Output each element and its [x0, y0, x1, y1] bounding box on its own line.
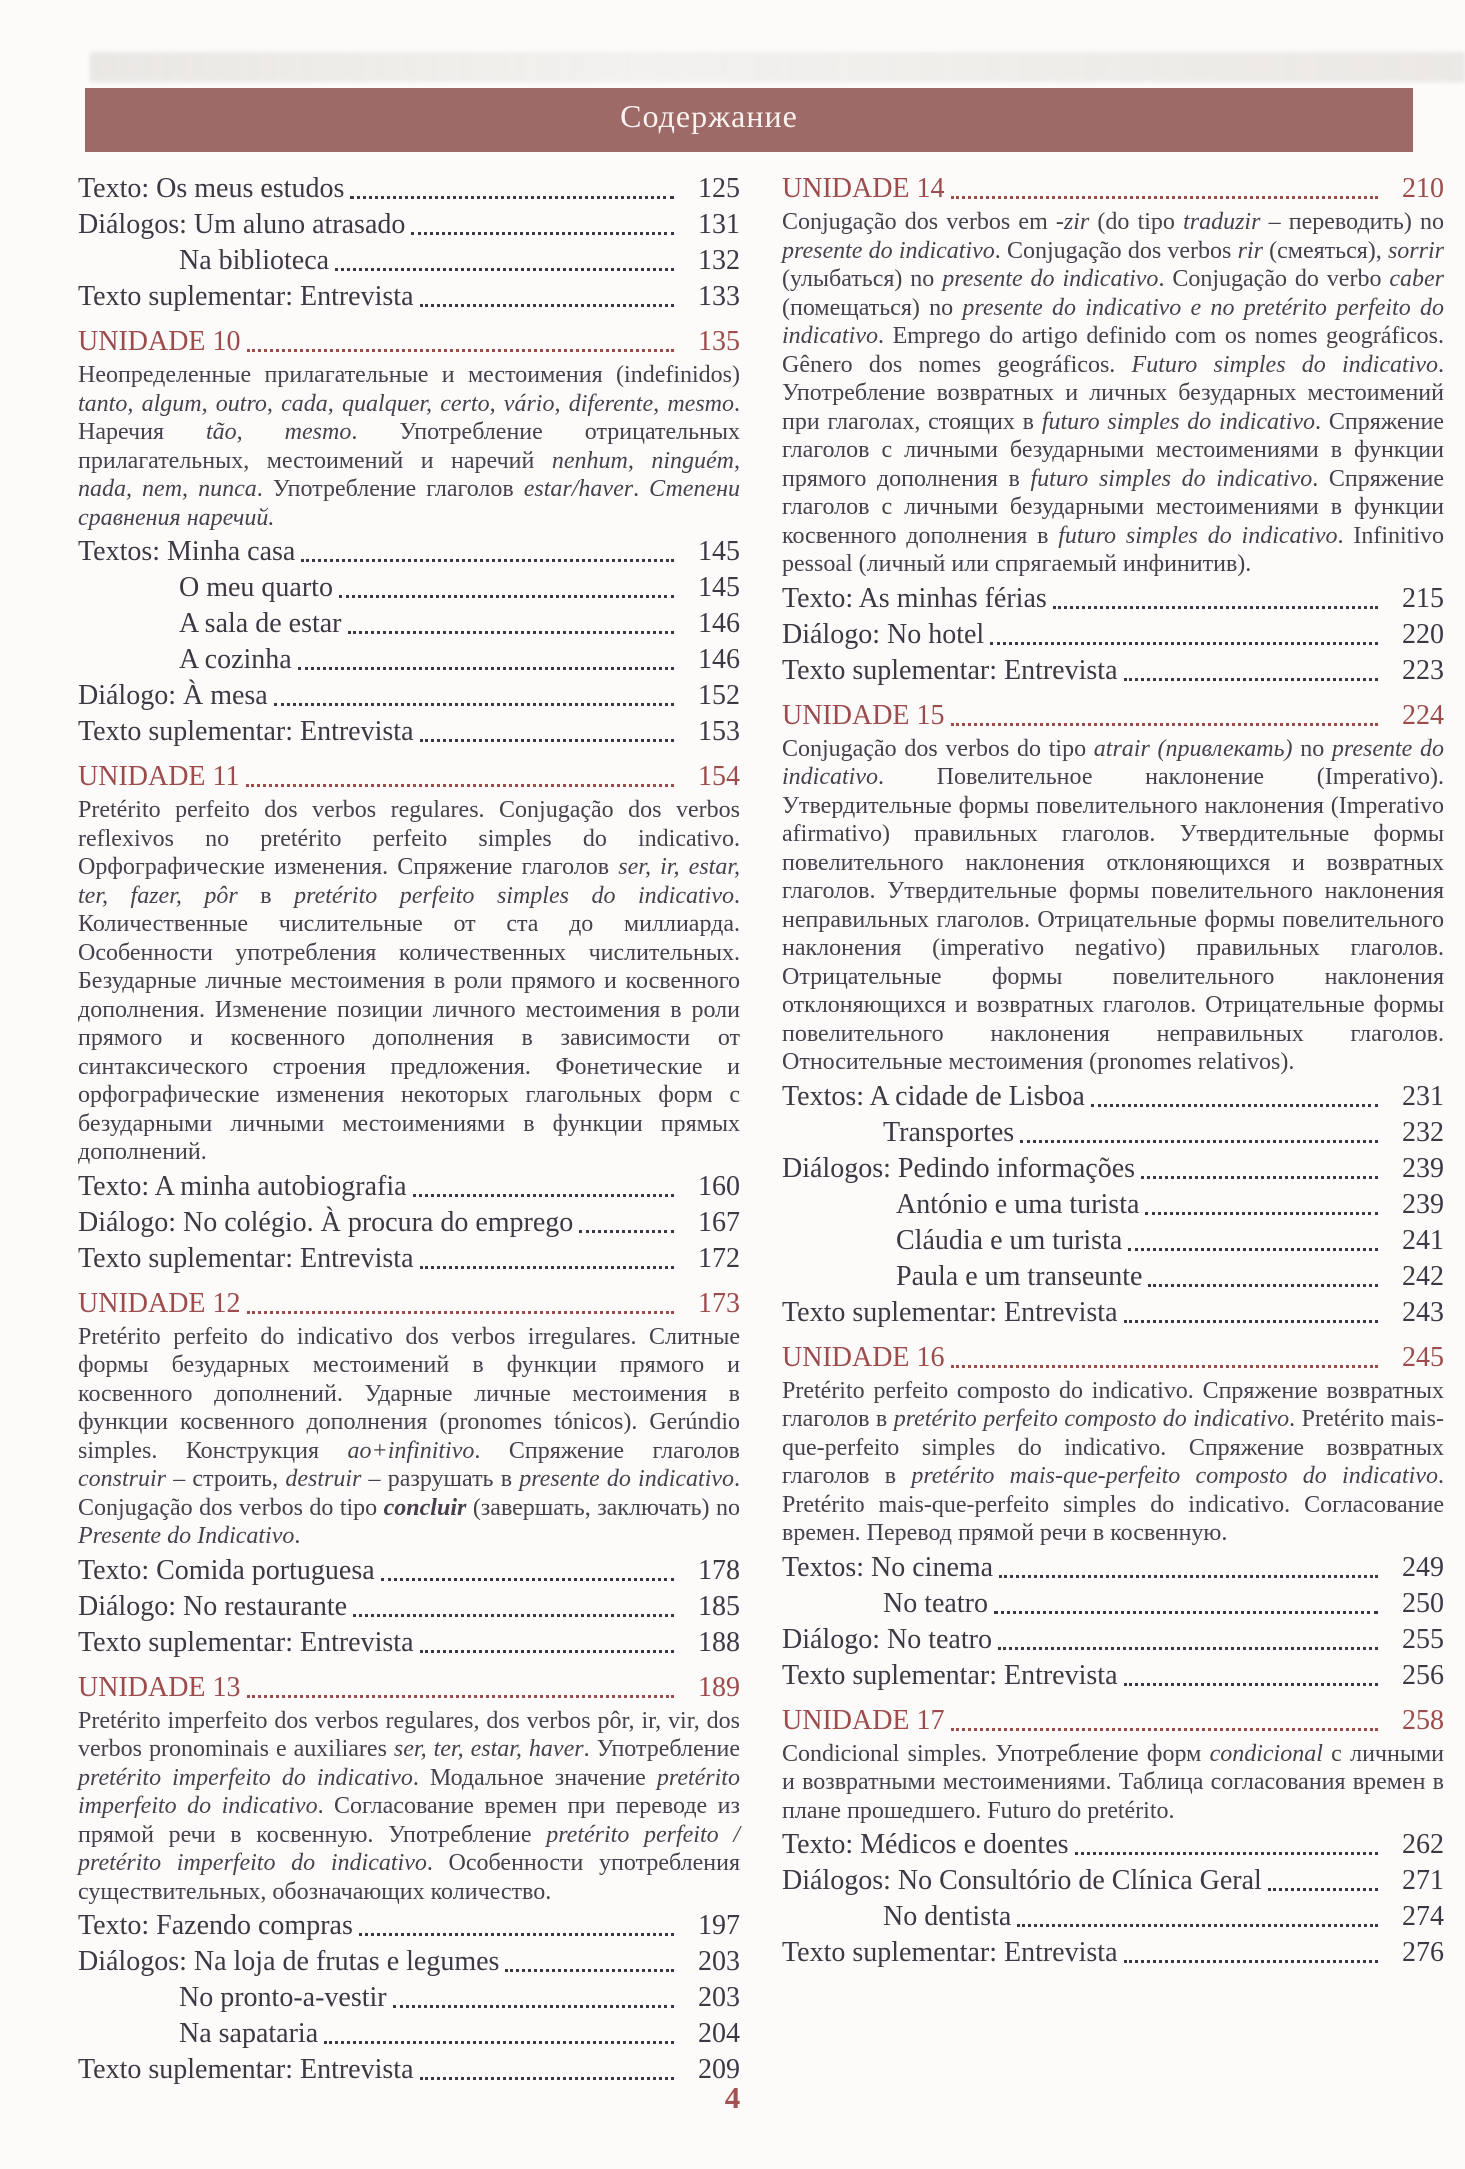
toc-page-number: 132: [698, 245, 740, 276]
unit-description: [782, 1377, 1444, 1548]
description-segment: presente do indicativo: [782, 735, 1445, 790]
description-segment: . Наречия: [78, 390, 740, 445]
dot-leader: [951, 723, 1378, 726]
toc-page-number: 242: [1402, 1260, 1444, 1292]
toc-page-number: 215: [1402, 582, 1444, 614]
toc-page-number: 239: [1402, 1152, 1444, 1184]
dot-leader: [413, 1194, 674, 1197]
description-segment: no: [1292, 735, 1332, 762]
description-segment: pretérito perfeito / pretérito imperfeito do indicativo: [78, 1821, 740, 1876]
toc-entry-label: A sala de estar: [179, 608, 342, 639]
description-segment: (помещаться) no: [782, 294, 963, 321]
toc-entry-label: Diálogos: No Consultório de Clínica Geral: [782, 1865, 1262, 1896]
toc-entry-label: UNIDADE 16: [782, 1341, 945, 1373]
toc-entry: [782, 1079, 1444, 1115]
description-segment: presente do indicativo e no pretérito perfeito do indicativo: [782, 294, 1444, 349]
toc-entry: [782, 581, 1444, 617]
dot-leader: [247, 1695, 674, 1698]
toc-entry: [78, 1169, 740, 1205]
dot-leader: [393, 2005, 674, 2008]
toc-entry: [78, 1908, 740, 1944]
unit-heading: [78, 1670, 740, 1706]
toc-entry-label: UNIDADE 17: [782, 1704, 945, 1736]
description-segment: concluir: [383, 1494, 467, 1521]
toc-entry-label: Na sapataria: [179, 2018, 319, 2049]
toc-entry: [782, 1115, 1444, 1151]
toc-entry-label: Na biblioteca: [179, 245, 330, 276]
toc-entry-label: UNIDADE 12: [78, 1287, 241, 1319]
description-segment: Pretérito imperfeito dos verbos regulares, dos verbos pôr, ir, vir, dos verbos pronominais e auxiliares: [78, 1707, 740, 1762]
dot-leader: [1124, 1960, 1379, 1963]
toc-entry-label: Diálogos: Na loja de frutas e legumes: [78, 1946, 500, 1977]
description-segment: tão, mesmo: [206, 419, 352, 445]
description-segment: . Спряжение глаголов с личными безударными местоимениями в функции косвенного дополнения в: [782, 465, 1444, 549]
toc-entry-label: Texto suplementar: Entrevista: [78, 2054, 414, 2085]
description-segment: (do tipo: [1089, 209, 1184, 235]
toc-entry-label: Texto suplementar: Entrevista: [78, 1626, 414, 1658]
dot-leader: [247, 349, 674, 352]
dot-leader: [381, 1578, 674, 1581]
description-segment: Conjugação dos verbos do tipo: [782, 735, 1094, 762]
description-segment: . Infinitivo pessoal (личный или спрягаемый инфинитив).: [782, 522, 1445, 577]
dot-leader: [324, 2041, 674, 2044]
description-segment: .: [294, 1523, 301, 1549]
description-segment: . Conjugação do verbo: [1158, 266, 1390, 292]
description-segment: -zir: [1055, 209, 1090, 235]
toc-page-number: 185: [698, 1590, 740, 1622]
description-segment: rir: [1237, 237, 1263, 264]
toc-entry-label: UNIDADE 11: [78, 761, 240, 792]
toc-page-number: 153: [698, 716, 740, 747]
toc-page-number: 145: [698, 572, 740, 603]
toc-entry: [78, 642, 740, 678]
dot-leader: [359, 1933, 674, 1936]
toc-page-number: 133: [698, 281, 740, 312]
dot-leader: [353, 1614, 674, 1617]
toc-right-column: [782, 171, 1444, 1971]
description-segment: pretérito imperfeito do indicativo: [78, 1764, 413, 1791]
unit-heading: [782, 1703, 1444, 1739]
toc-page-number: 152: [698, 680, 740, 711]
description-segment: ser, ter, estar, haver: [393, 1736, 584, 1762]
toc-entry-label: Textos: Minha casa: [78, 536, 296, 567]
description-segment: – переводить) no: [1260, 209, 1445, 235]
unit-heading: [782, 171, 1444, 207]
dot-leader: [420, 1266, 675, 1269]
description-segment: – строить,: [166, 1466, 286, 1492]
dot-leader: [1124, 1683, 1379, 1686]
description-segment: ao+infinitivo: [347, 1437, 475, 1464]
dot-leader: [1053, 606, 1378, 609]
toc-entry-label: Texto suplementar: Entrevista: [78, 716, 414, 747]
unit-description: [782, 735, 1444, 1077]
toc-page-number: 160: [698, 1170, 740, 1202]
toc-page-number: 197: [698, 1910, 740, 1941]
dot-leader: [301, 559, 674, 562]
toc-entry: [782, 1259, 1444, 1295]
toc-entry-label: UNIDADE 14: [782, 173, 945, 204]
toc-entry-label: Texto suplementar: Entrevista: [782, 1296, 1118, 1328]
description-segment: pretérito perfeito composto do indicativo: [893, 1406, 1290, 1432]
description-segment: с личными и возвратными местоимениями. Таблица согласования времен в плане прошедшего. Futuro do pretérito.: [782, 1740, 1444, 1824]
description-segment: . Употребление глаголов: [256, 476, 524, 502]
dot-leader: [1017, 1924, 1378, 1927]
description-segment: . Повелительное наклонение (Imperativo). Утвердительные формы повелительного наклонения (Imperativo afirmativo) правильных глаголов. Утвердительные формы повелительного наклонения отклоняющихся и возвратных глаголов. Утвердительные формы повелительного наклонения неправильных глаголов. Отрицательные формы повелительного наклонения (imperativo negativo) правильных глаголов. Отрицательные формы повелительного наклонения отклоняющихся и возвратных глаголов. Отрицательные формы повелительного наклонения неправильных глаголов. Относительные местоимения (pronomes relativos).: [782, 764, 1444, 1075]
footer-page-number: 4: [724, 2080, 741, 2115]
dot-leader: [247, 1311, 674, 1314]
toc-page-number: 224: [1402, 699, 1444, 731]
toc-entry: [782, 653, 1444, 689]
toc-page-number: 241: [1402, 1224, 1444, 1256]
toc-entry-label: UNIDADE 10: [78, 326, 241, 357]
toc-page-number: 203: [698, 1946, 740, 1977]
dot-leader: [1124, 678, 1379, 681]
description-segment: presente do indicativo: [942, 266, 1159, 292]
description-segment: condicional: [1209, 1740, 1323, 1767]
dot-leader: [298, 667, 674, 670]
description-segment: . Emprego do artigo definido com os nomes geográficos. Gênero dos nomes geográficos.: [782, 323, 1444, 378]
description-segment: (завершать, заключать) no: [466, 1494, 740, 1521]
description-segment: . Conjugação dos verbos: [994, 237, 1238, 264]
description-segment: pretérito imperfeito do indicativo: [78, 1764, 740, 1819]
dot-leader: [1075, 1852, 1378, 1855]
description-segment: в: [237, 882, 295, 909]
dot-leader: [1020, 1140, 1378, 1143]
dot-leader: [1124, 1320, 1379, 1323]
toc-entry: [78, 1553, 740, 1589]
dot-leader: [1148, 1284, 1378, 1287]
toc-entry: [78, 279, 740, 315]
toc-page-number: 203: [698, 1982, 740, 2013]
description-segment: atrair (привлекать): [1093, 735, 1293, 762]
toc-entry: [782, 1550, 1444, 1586]
toc-entry: [78, 2016, 740, 2052]
toc-page-number: 262: [1402, 1829, 1444, 1860]
description-segment: .: [633, 476, 650, 502]
description-segment: estar/haver: [523, 476, 634, 502]
unit-heading: [782, 1340, 1444, 1376]
toc-entry: [78, 1241, 740, 1277]
dot-leader: [339, 595, 674, 598]
toc-entry-label: Diálogos: Pedindo informações: [782, 1152, 1136, 1184]
dot-leader: [350, 196, 674, 199]
toc-page-number: 276: [1402, 1937, 1444, 1968]
toc-page-number: 146: [698, 644, 740, 675]
toc-entry-label: Texto: Os meus estudos: [78, 173, 345, 204]
toc-entry-label: Cláudia e um turista: [896, 1224, 1123, 1256]
toc-page-number: 243: [1402, 1296, 1444, 1328]
toc-entry: [782, 1827, 1444, 1863]
toc-entry: [78, 243, 740, 279]
dot-leader: [420, 1650, 675, 1653]
toc-entry-label: Texto suplementar: Entrevista: [782, 1937, 1118, 1968]
description-segment: futuro simples do indicativo: [1058, 522, 1338, 549]
dot-leader: [246, 784, 675, 787]
toc-entry: [782, 1658, 1444, 1694]
toc-page-number: 146: [698, 608, 740, 639]
toc-entry-label: Transportes: [883, 1116, 1015, 1148]
toc-page-number: 173: [698, 1287, 740, 1319]
description-segment: . Употребление отрицательных прилагательных, местоимений и наречий: [78, 419, 740, 474]
toc-entry: [78, 534, 740, 570]
dot-leader: [505, 1969, 674, 1972]
dot-leader: [1145, 1212, 1378, 1215]
toc-entry: [78, 1589, 740, 1625]
toc-entry: [78, 171, 740, 207]
toc-entry-label: A cozinha: [179, 644, 292, 675]
description-segment: . Употребление возвратных и личных безударных местоимений при глаголах, стоящих в: [782, 351, 1444, 435]
unit-description: [78, 361, 740, 532]
scan-artifact: [90, 52, 1465, 82]
toc-entry-label: Texto: Médicos e doentes: [782, 1829, 1069, 1860]
toc-entry-label: UNIDADE 13: [78, 1671, 241, 1703]
toc-entry: [782, 617, 1444, 653]
description-segment: construir: [78, 1466, 167, 1492]
description-segment: destruir: [285, 1466, 362, 1492]
toc-page-number: 178: [698, 1554, 740, 1586]
dot-leader: [998, 1647, 1378, 1650]
toc-entry-label: Diálogo: No teatro: [782, 1623, 992, 1655]
toc-page-number: 231: [1402, 1080, 1444, 1112]
description-segment: (улыбаться) no: [782, 266, 943, 292]
toc-page-number: 125: [698, 173, 740, 204]
toc-page-number: 232: [1402, 1116, 1444, 1148]
toc-page-number: 250: [1402, 1587, 1444, 1619]
toc-entry-label: No teatro: [883, 1587, 988, 1619]
unit-heading: [782, 698, 1444, 734]
toc-entry-label: Texto: Fazendo compras: [78, 1910, 353, 1941]
dot-leader: [951, 1365, 1378, 1368]
toc-entry-label: Texto: As minhas férias: [782, 582, 1047, 614]
toc-entry-label: Textos: No cinema: [782, 1551, 994, 1583]
dot-leader: [411, 232, 674, 235]
description-segment: Степени сравнения наречий.: [78, 476, 741, 531]
toc-entry-label: Texto suplementar: Entrevista: [782, 654, 1118, 686]
unit-heading: [78, 324, 740, 360]
toc-entry: [78, 606, 740, 642]
toc-entry-label: António e uma turista: [896, 1188, 1140, 1220]
toc-entry-label: O meu quarto: [179, 572, 333, 603]
description-segment: futuro simples do indicativo: [1030, 465, 1313, 492]
dot-leader: [999, 1575, 1378, 1578]
toc-page-number: 210: [1402, 173, 1444, 204]
toc-page-number: 258: [1402, 1704, 1444, 1736]
contents-title: Содержание: [620, 98, 798, 134]
toc-page-number: 145: [698, 536, 740, 567]
toc-entry-label: UNIDADE 15: [782, 699, 945, 731]
dot-leader: [951, 1728, 1378, 1731]
toc-entry: [78, 570, 740, 606]
dot-leader: [1128, 1248, 1378, 1251]
toc-entry: [782, 1899, 1444, 1935]
description-segment: . Pretérito mais-que-perfeito simples do indicativo. Согласование времен. Перевод прямой речи в косвенную.: [782, 1463, 1444, 1546]
description-segment: . Употребление: [583, 1736, 741, 1762]
toc-entry: [78, 1205, 740, 1241]
toc-page-number: 239: [1402, 1188, 1444, 1220]
description-segment: . Модальное значение: [412, 1764, 657, 1791]
toc-page-number: 188: [698, 1626, 740, 1658]
unit-description: [78, 1707, 740, 1907]
dot-leader: [1141, 1176, 1378, 1179]
dot-leader: [1091, 1104, 1378, 1107]
toc-entry-label: Texto: Comida portuguesa: [78, 1554, 375, 1586]
description-segment: pretérito mais-que-perfeito composto do indicativo: [911, 1463, 1438, 1489]
toc-entry-label: Diálogo: No restaurante: [78, 1590, 348, 1622]
toc-entry-label: Paula e um transeunte: [896, 1260, 1143, 1292]
toc-page-number: 189: [698, 1671, 740, 1703]
description-segment: Futuro simples do indicativo: [1131, 351, 1438, 378]
toc-entry-label: Texto suplementar: Entrevista: [782, 1659, 1118, 1691]
description-segment: . Pretérito mais-que-perfeito simples do indicativo. Спряжение возвратных глаголов в: [782, 1406, 1445, 1489]
toc-page-number: 172: [698, 1242, 740, 1274]
dot-leader: [951, 196, 1378, 199]
toc-entry-label: Diálogo: À mesa: [78, 680, 268, 711]
toc-entry: [78, 714, 740, 750]
unit-description: [782, 1740, 1444, 1826]
description-segment: Pretérito perfeito composto do indicativo. Спряжение возвратных глаголов в: [782, 1377, 1444, 1432]
description-segment: tanto, algum, outro, cada, qualquer, certo, vário, diferente, mesmo: [78, 390, 734, 417]
description-segment: . Спряжение глаголов с личными безударными местоимениями в функции прямого дополнения в: [782, 408, 1445, 492]
description-segment: nenhum, ninguém, nada, nem, nunca: [78, 447, 740, 502]
dot-leader: [994, 1611, 1378, 1614]
unit-description: [782, 208, 1444, 579]
description-segment: . Согласование времен при переводе из прямой речи в косвенную. Употребление: [78, 1793, 740, 1848]
description-segment: presente do indicativo: [782, 237, 995, 264]
description-segment: sorrir: [1387, 237, 1444, 264]
toc-entry-label: Texto suplementar: Entrevista: [78, 281, 414, 312]
description-segment: . Особенности употребления существительных, обозначающих количество.: [78, 1850, 740, 1905]
toc-entry: [782, 1586, 1444, 1622]
description-segment: . Conjugação dos verbos do tipo: [78, 1466, 741, 1521]
dot-leader: [990, 642, 1378, 645]
toc-entry: [782, 1187, 1444, 1223]
description-segment: – разрушать в: [361, 1466, 520, 1492]
unit-description: [78, 1323, 740, 1551]
unit-heading: [78, 759, 740, 795]
toc-page-number: 223: [1402, 654, 1444, 686]
toc-page-number: 154: [698, 761, 740, 792]
toc-entry: [78, 678, 740, 714]
toc-page-number: 131: [698, 209, 740, 240]
dot-leader: [579, 1230, 674, 1233]
description-segment: traduzir: [1183, 209, 1261, 235]
toc-page-number: 135: [698, 326, 740, 357]
toc-page-number: 255: [1402, 1623, 1444, 1655]
toc-entry: [782, 1863, 1444, 1899]
toc-left-column: [78, 171, 740, 2088]
toc-entry: [78, 1625, 740, 1661]
toc-entry: [782, 1935, 1444, 1971]
description-segment: pretérito perfeito simples do indicativo: [294, 882, 734, 909]
toc-entry-label: Texto: A minha autobiografia: [78, 1170, 407, 1202]
toc-entry: [782, 1223, 1444, 1259]
dot-leader: [420, 739, 675, 742]
toc-page-number: 245: [1402, 1341, 1444, 1373]
toc-entry-label: Diálogos: Um aluno atrasado: [78, 209, 406, 240]
description-segment: presente do indicativo: [519, 1466, 735, 1492]
description-segment: ser, ir, estar, ter, fazer, pôr: [78, 854, 741, 909]
description-segment: Conjugação dos verbos em: [782, 209, 1056, 235]
dot-leader: [348, 631, 675, 634]
description-segment: Presente do Indicativo: [78, 1523, 295, 1549]
toc-entry-label: No dentista: [883, 1901, 1012, 1932]
description-segment: Неопределенные прилагательные и местоимения (indefinidos): [78, 362, 740, 388]
toc-page-number: 204: [698, 2018, 740, 2049]
toc-page-number: 220: [1402, 618, 1444, 650]
toc-entry: [782, 1151, 1444, 1187]
description-segment: Pretérito perfeito do indicativo dos verbos irregulares. Слитные формы безударных местоимений в функции прямого и косвенного дополнений. Ударные личные местоимения в функции косвенного дополнения (pronomes tónicos). Gerúndio simples. Конструкция: [78, 1323, 740, 1464]
toc-entry-label: Texto suplementar: Entrevista: [78, 1242, 414, 1274]
toc-entry-label: Diálogo: No hotel: [782, 618, 985, 650]
description-segment: caber: [1389, 266, 1445, 292]
toc-entry: [78, 207, 740, 243]
description-segment: futuro simples do indicativo: [1041, 408, 1316, 435]
unit-heading: [78, 1286, 740, 1322]
toc-page-number: 271: [1402, 1865, 1444, 1896]
toc-page-number: 209: [698, 2054, 740, 2085]
toc-entry: [782, 1295, 1444, 1331]
toc-entry-label: No pronto-a-vestir: [179, 1982, 387, 2013]
toc-entry-label: Textos: A cidade de Lisboa: [782, 1080, 1085, 1112]
toc-entry: [78, 1980, 740, 2016]
toc-page-number: 274: [1402, 1901, 1444, 1932]
toc-page-number: 256: [1402, 1659, 1444, 1691]
description-segment: (смеяться),: [1262, 237, 1388, 264]
dot-leader: [1268, 1888, 1378, 1891]
dot-leader: [420, 304, 675, 307]
toc-entry-label: Diálogo: No colégio. À procura do emprego: [78, 1206, 574, 1238]
toc-page-number: 167: [698, 1206, 740, 1238]
toc-page-number: 249: [1402, 1551, 1444, 1583]
description-segment: . Спряжение глаголов: [474, 1437, 740, 1464]
dot-leader: [274, 703, 674, 706]
dot-leader: [335, 268, 674, 271]
toc-entry: [782, 1622, 1444, 1658]
toc-entry: [78, 1944, 740, 1980]
description-segment: Pretérito perfeito dos verbos regulares. Conjugação dos verbos reflexivos no pretérito perfeito simples do indicativo. Орфографические изменения. Спряжение глаголов: [78, 797, 740, 880]
description-segment: Condicional simples. Употребление форм: [782, 1740, 1210, 1767]
contents-header-bar: [85, 88, 1413, 152]
description-segment: . Количественные числительные от ста до миллиарда. Особенности употребления количественных числительных. Безударные личные местоимения в роли прямого и косвенного дополнения. Изменение позиции личного местоимения в роли прямого и косвенного дополнения в зависимости от синтаксического строения предложения. Фонетические и орфографические изменения некоторых глагольных форм с безударными личными местоимениями в функции прямых дополнений.: [78, 882, 740, 1165]
unit-description: [78, 796, 740, 1167]
